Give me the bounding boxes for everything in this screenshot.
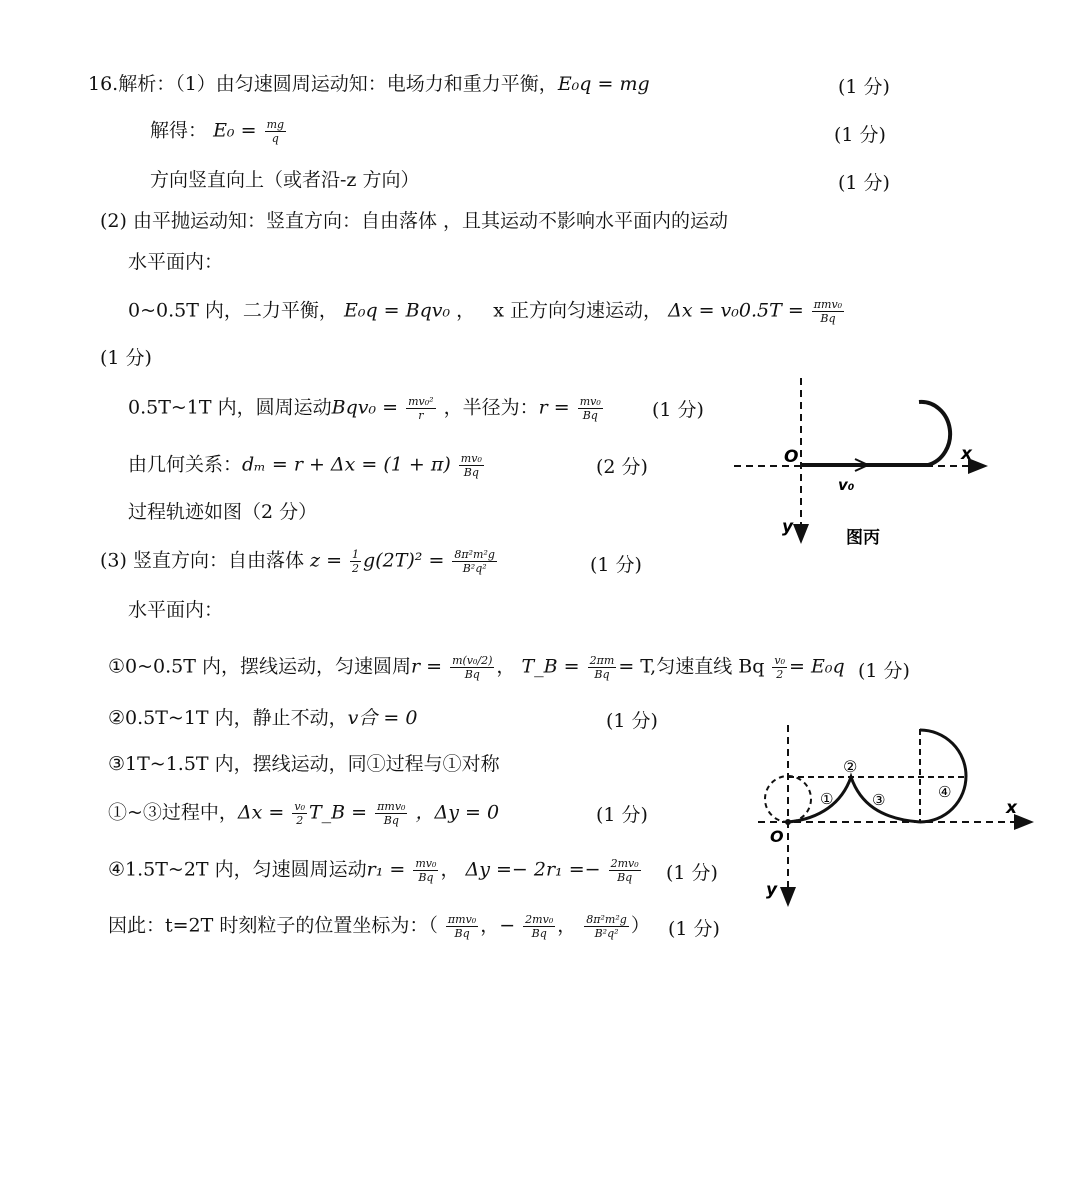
text-seg: 因此：t=2T 时刻粒子的位置坐标为：（	[108, 914, 438, 937]
equation: v合 = 0	[347, 707, 418, 729]
score-18: (1 分)	[668, 918, 720, 940]
line-2-text: 解得：	[150, 119, 208, 142]
text-seg: ，	[496, 655, 516, 678]
score-16: (1 分)	[596, 804, 648, 826]
equation: E₀ =	[213, 119, 257, 142]
origin-dot	[785, 819, 791, 825]
line-5: 水平面内：	[128, 251, 224, 273]
fraction: $\frac{\text{mv₀}}{Bq}$	[460, 452, 482, 479]
line-12: 水平面内：	[128, 599, 224, 621]
trajectory-figure-1	[720, 370, 1000, 560]
line-15: ③1T~1.5T 内，摆线运动，同①过程与①对称	[108, 753, 500, 775]
trajectory-path	[801, 402, 950, 465]
equation: Δx = v₀0.5T =	[668, 299, 804, 322]
line-13	[108, 654, 845, 681]
equation: ，Δy = 0	[415, 801, 500, 824]
text-seg: ，	[557, 914, 577, 937]
equation: g(2T)² =	[363, 549, 445, 572]
text-seg: ，半径为：	[443, 396, 539, 419]
line-14	[108, 706, 417, 730]
score-1: (1 分)	[838, 76, 890, 98]
line-4: (2) 由平抛运动知：竖直方向：自由落体 ，且其运动不影响水平面内的运动	[100, 210, 728, 232]
score-17: (1 分)	[666, 862, 718, 884]
text-seg: 由几何关系：	[128, 453, 243, 476]
fraction: $\frac{\text{πmv₀}}{Bq}$	[447, 913, 477, 940]
line-16	[108, 800, 499, 827]
trajectory-figure-2	[750, 715, 1050, 915]
line-18	[108, 913, 650, 940]
marker-2: ②	[843, 757, 858, 776]
equation: r₁ =	[366, 858, 406, 881]
fraction: $\frac{\text{mv₀}}{Bq}$	[579, 395, 601, 422]
line-1-text: 16.解析：（1）由匀速圆周运动知：电场力和重力平衡，	[88, 73, 558, 95]
line-10: 过程轨迹如图（2 分）	[128, 501, 318, 523]
marker-3: ③	[872, 791, 886, 809]
text-seg: 0.5T~1T 内，圆周运动	[128, 396, 332, 419]
line-17	[108, 857, 643, 884]
score-8: (1 分)	[652, 399, 704, 421]
fraction: $\frac{mg}{q}$	[266, 118, 285, 145]
fraction: $\frac{\text{v₀}}{2}$	[294, 800, 305, 827]
equation: z =	[310, 549, 342, 572]
line-11	[100, 548, 499, 575]
text-seg: ①0~0.5T 内，摆线运动，匀速圆周	[108, 655, 411, 678]
score-2: (1 分)	[834, 124, 886, 146]
score-11: (1 分)	[590, 554, 642, 576]
score-14: (1 分)	[606, 710, 658, 732]
fraction: $\frac{\text{8π²m²g}}{\text{B²q²}}$	[454, 548, 495, 575]
text-seg: ，	[456, 299, 476, 322]
cycloid-path	[788, 777, 920, 822]
text-seg: ②0.5T~1T 内，静止不动，	[108, 707, 348, 729]
fraction: $\frac{\text{πmv₀}}{Bq}$	[813, 298, 843, 325]
velocity-label: v₀	[838, 476, 855, 494]
fraction: $\frac{\text{2mv₀}}{Bq}$	[525, 913, 554, 940]
text-seg: ，−	[480, 914, 516, 937]
equation: dₘ = r + Δx = (1 + π)	[242, 453, 451, 476]
text-seg: ①~③过程中，	[108, 801, 238, 824]
marker-1: ①	[820, 790, 834, 808]
fraction: $\frac{\text{mv₀²}}{r}$	[408, 395, 434, 422]
fraction: $\frac{\text{m(v₀/2)}}{Bq}$	[452, 654, 493, 681]
text-seg: ，	[440, 858, 460, 881]
figure-caption: 图丙	[846, 528, 880, 548]
equation: T_B =	[521, 655, 580, 678]
fraction: $\frac{1}{2}$	[352, 548, 360, 575]
line-9	[128, 452, 486, 479]
text-seg: = T,匀速直线 Bq	[618, 655, 765, 678]
score-7: (1 分)	[100, 347, 152, 369]
y-label: y	[766, 880, 778, 900]
equation: = E₀q	[789, 655, 845, 678]
equation: r =	[410, 655, 443, 678]
equation: E₀q = mg	[557, 73, 650, 95]
x-label: x	[961, 444, 972, 464]
score-3: (1 分)	[838, 172, 890, 194]
equation: Δx =	[237, 801, 285, 824]
text-seg: ④1.5T~2T 内，匀速圆周运动	[108, 858, 367, 881]
fraction: $\frac{\text{πmv₀}}{Bq}$	[377, 800, 406, 827]
text-seg: x 正方向匀速运动，	[493, 299, 663, 322]
text-seg: ）	[630, 914, 650, 937]
fraction: $\frac{\text{v₀}}{2}$	[774, 654, 786, 681]
marker-4: ④	[938, 783, 952, 801]
line-3: 方向竖直向上（或者沿-z 方向）	[150, 169, 420, 191]
fraction: $\frac{\text{8π²m²g}}{\text{B²q²}}$	[586, 913, 627, 940]
equation: T_B =	[309, 801, 368, 824]
line-1	[88, 72, 650, 96]
line-8	[128, 395, 605, 422]
text-seg: 0~0.5T 内，二力平衡，	[128, 299, 338, 322]
equation: Δy =− 2r₁ =−	[465, 858, 601, 881]
x-label: x	[1006, 798, 1017, 818]
score-9: (2 分)	[596, 456, 648, 478]
equation: E₀q = Bqv₀	[343, 299, 451, 322]
origin-label: O	[784, 447, 799, 467]
fraction: $\frac{2\pi m}{Bq}$	[589, 654, 615, 681]
score-13: (1 分)	[858, 660, 910, 682]
y-label: y	[782, 517, 794, 537]
text-seg: (3) 竖直方向：自由落体	[100, 549, 304, 572]
line-2	[150, 118, 288, 145]
equation: r =	[538, 396, 570, 419]
fraction: $\frac{\text{mv₀}}{Bq}$	[415, 857, 437, 884]
line-6	[128, 298, 846, 325]
origin-label: O	[770, 827, 784, 846]
equation: Bqv₀ =	[331, 396, 399, 419]
fraction: $\frac{\text{2mv₀}}{Bq}$	[610, 857, 639, 884]
